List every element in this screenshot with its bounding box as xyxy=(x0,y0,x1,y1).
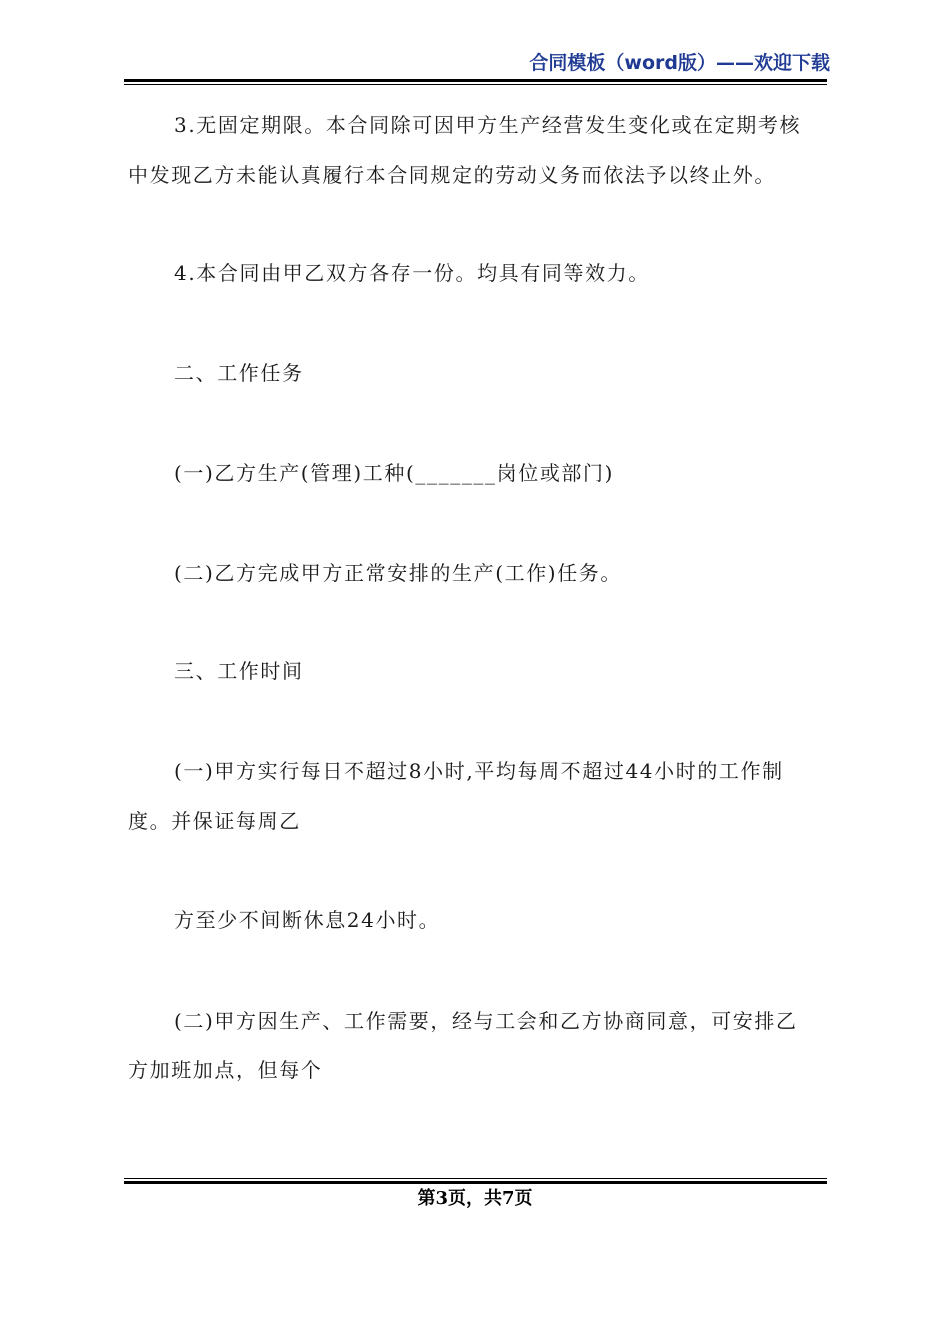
paragraph: (一)乙方生产(管理)工种(_______岗位或部门) xyxy=(174,461,615,485)
paragraph: 4.本合同由甲乙双方各存一份。均具有同等效力。 xyxy=(174,261,650,285)
paragraph-line: 中发现乙方未能认真履行本合同规定的劳动义务而依法予以终止外。 xyxy=(128,163,776,187)
paragraph-line: 方加班加点，但每个 xyxy=(128,1058,323,1082)
paragraph-line: 3.无固定期限。本合同除可因甲方生产经营发生变化或在定期考核 xyxy=(174,113,802,137)
paragraph: (二)乙方完成甲方正常安排的生产(工作)任务。 xyxy=(174,561,623,585)
footer-rule-thin xyxy=(124,1178,827,1179)
header-rule-thin xyxy=(124,84,827,85)
section-heading: 二、工作任务 xyxy=(174,361,304,385)
page-number: 第3页，共7页 xyxy=(417,1188,533,1209)
paragraph-line: (二)甲方因生产、工作需要，经与工会和乙方协商同意，可安排乙 xyxy=(174,1009,798,1033)
paragraph: 方至少不间断休息24小时。 xyxy=(174,908,441,932)
footer-rule-thick xyxy=(124,1181,827,1184)
header-rule-thick xyxy=(124,79,827,82)
paragraph-line: (一)甲方实行每日不超过8小时,平均每周不超过44小时的工作制 xyxy=(174,759,784,783)
section-heading: 三、工作时间 xyxy=(174,659,304,683)
header-title: 合同模板（word版）——欢迎下载 xyxy=(529,52,830,74)
paragraph-line: 度。并保证每周乙 xyxy=(128,809,301,833)
